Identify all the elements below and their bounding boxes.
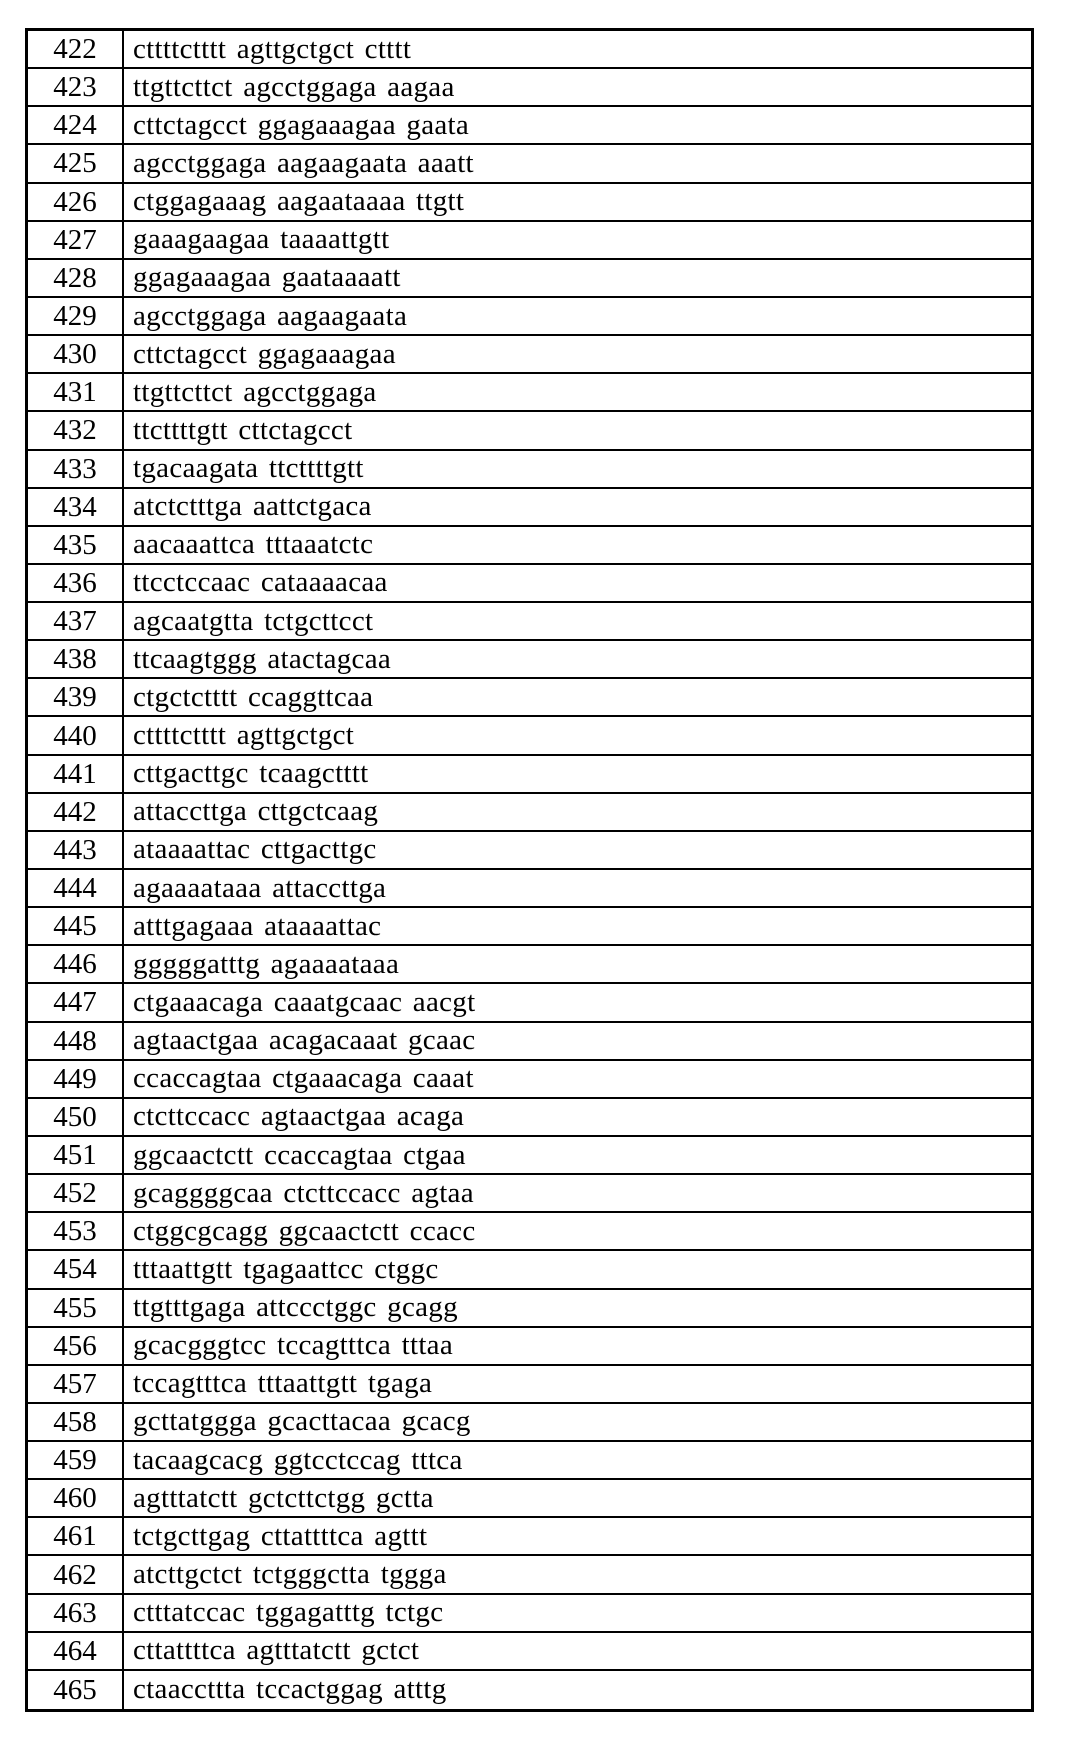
table-row xyxy=(28,1518,1031,1556)
seq-id-cell: 441 xyxy=(28,756,124,792)
table-row xyxy=(28,1595,1031,1633)
seq-id-cell: 445 xyxy=(28,908,124,944)
sequence-cell: cttttctttt agttgctgct xyxy=(133,719,355,752)
sequence-cell: ccaccagtaa ctgaaacaga caaat xyxy=(133,1062,474,1095)
seq-id-cell: 430 xyxy=(28,336,124,372)
sequence-cell: ctggcgcagg ggcaactctt ccacc xyxy=(133,1214,476,1247)
seq-id-cell: 452 xyxy=(28,1175,124,1211)
seq-id-cell: 425 xyxy=(28,145,124,181)
seq-id-cell: 439 xyxy=(28,679,124,715)
sequence-cell: gcacgggtcc tccagtttca tttaa xyxy=(133,1329,454,1362)
seq-id-cell: 432 xyxy=(28,412,124,448)
table-row xyxy=(28,908,1031,946)
sequence-cell: cttctagcct ggagaaagaa xyxy=(133,337,396,370)
sequence-cell: ctgaaacaga caaatgcaac aacgt xyxy=(133,985,476,1018)
sequence-cell: ctaaccttta tccactggag atttg xyxy=(133,1673,447,1706)
table-row xyxy=(28,222,1031,260)
sequence-cell: ggcaactctt ccaccagtaa ctgaa xyxy=(133,1138,466,1171)
sequence-cell: gcaggggcaa ctcttccacc agtaa xyxy=(133,1176,474,1209)
sequence-cell: aacaaattca tttaaatctc xyxy=(133,528,374,561)
seq-id-cell: 454 xyxy=(28,1251,124,1287)
table-row xyxy=(28,832,1031,870)
seq-id-cell: 447 xyxy=(28,984,124,1020)
seq-id-cell: 462 xyxy=(28,1556,124,1592)
seq-id-cell: 465 xyxy=(28,1671,124,1709)
table-row xyxy=(28,679,1031,717)
sequence-cell: atctctttga aattctgaca xyxy=(133,490,372,523)
table-row xyxy=(28,1175,1031,1213)
table-row xyxy=(28,1290,1031,1328)
seq-id-cell: 453 xyxy=(28,1213,124,1249)
seq-id-cell: 459 xyxy=(28,1442,124,1478)
sequence-cell: ttcctccaac cataaaacaa xyxy=(133,566,388,599)
sequence-cell: agtttatctt gctcttctgg gctta xyxy=(133,1481,434,1514)
sequence-cell: gggggatttg agaaaataaa xyxy=(133,947,400,980)
table-row xyxy=(28,1137,1031,1175)
sequence-cell: tccagtttca tttaattgtt tgaga xyxy=(133,1367,433,1400)
seq-id-cell: 440 xyxy=(28,717,124,753)
sequence-cell: ttcaagtggg atactagcaa xyxy=(133,642,392,675)
sequence-cell: tgacaagata ttcttttgtt xyxy=(133,452,364,485)
table-row xyxy=(28,145,1031,183)
sequence-cell: ttgttcttct agcctggaga aagaa xyxy=(133,70,455,103)
seq-id-cell: 423 xyxy=(28,69,124,105)
table-row xyxy=(28,1404,1031,1442)
sequence-cell: tacaagcacg ggtcctccag tttca xyxy=(133,1443,463,1476)
table-row xyxy=(28,984,1031,1022)
seq-id-cell: 434 xyxy=(28,489,124,525)
seq-id-cell: 426 xyxy=(28,184,124,220)
sequence-cell: ataaaattac cttgacttgc xyxy=(133,833,377,866)
table-row xyxy=(28,1480,1031,1518)
table-row xyxy=(28,107,1031,145)
seq-id-cell: 442 xyxy=(28,794,124,830)
sequence-cell: agcctggaga aagaagaata aaatt xyxy=(133,146,474,179)
table-row xyxy=(28,374,1031,412)
table-row xyxy=(28,717,1031,755)
table-row xyxy=(28,1251,1031,1289)
sequence-cell: tttaattgtt tgagaattcc ctggc xyxy=(133,1252,439,1285)
sequence-cell: gcttatggga gcacttacaa gcacg xyxy=(133,1405,471,1438)
seq-id-cell: 424 xyxy=(28,107,124,143)
sequence-cell: attaccttga cttgctcaag xyxy=(133,795,379,828)
seq-id-cell: 429 xyxy=(28,298,124,334)
sequence-cell: ttgttcttct agcctggaga xyxy=(133,375,377,408)
table-row xyxy=(28,565,1031,603)
seq-id-cell: 449 xyxy=(28,1061,124,1097)
table-row xyxy=(28,1556,1031,1594)
seq-id-cell: 427 xyxy=(28,222,124,258)
table-row xyxy=(28,489,1031,527)
sequence-cell: ttcttttgtt cttctagcct xyxy=(133,413,353,446)
sequence-cell: agaaaataaa attaccttga xyxy=(133,871,387,904)
table-row xyxy=(28,527,1031,565)
table-row xyxy=(28,1061,1031,1099)
table-row xyxy=(28,1633,1031,1671)
sequence-table xyxy=(25,28,1034,1712)
sequence-cell: ctcttccacc agtaactgaa acaga xyxy=(133,1100,465,1133)
sequence-cell: gaaagaagaa taaaattgtt xyxy=(133,223,390,256)
seq-id-cell: 438 xyxy=(28,641,124,677)
table-row xyxy=(28,31,1031,69)
table-row xyxy=(28,1099,1031,1137)
seq-id-cell: 437 xyxy=(28,603,124,639)
sequence-cell: cttttctttt agttgctgct ctttt xyxy=(133,32,412,65)
table-row xyxy=(28,794,1031,832)
table-row xyxy=(28,260,1031,298)
table-row xyxy=(28,412,1031,450)
seq-id-cell: 451 xyxy=(28,1137,124,1173)
table-row xyxy=(28,298,1031,336)
table-row xyxy=(28,603,1031,641)
table-row xyxy=(28,184,1031,222)
sequence-cell: agtaactgaa acagacaaat gcaac xyxy=(133,1024,476,1057)
sequence-cell: ctggagaaag aagaataaaa ttgtt xyxy=(133,185,465,218)
sequence-cell: ctgctctttt ccaggttcaa xyxy=(133,680,374,713)
sequence-cell: cttgacttgc tcaagctttt xyxy=(133,757,369,790)
table-row xyxy=(28,1366,1031,1404)
seq-id-cell: 446 xyxy=(28,946,124,982)
seq-id-cell: 422 xyxy=(28,31,124,67)
seq-id-cell: 456 xyxy=(28,1328,124,1364)
table-row xyxy=(28,69,1031,107)
table-row xyxy=(28,756,1031,794)
seq-id-cell: 433 xyxy=(28,451,124,487)
sequence-cell: atcttgctct tctgggctta tggga xyxy=(133,1558,447,1591)
seq-id-cell: 450 xyxy=(28,1099,124,1135)
table-row xyxy=(28,1442,1031,1480)
seq-id-cell: 458 xyxy=(28,1404,124,1440)
sequence-cell: atttgagaaa ataaaattac xyxy=(133,909,382,942)
seq-id-cell: 448 xyxy=(28,1023,124,1059)
sequence-cell: agcaatgtta tctgcttcct xyxy=(133,604,374,637)
table-row xyxy=(28,946,1031,984)
seq-id-cell: 435 xyxy=(28,527,124,563)
seq-id-cell: 463 xyxy=(28,1595,124,1631)
seq-id-cell: 457 xyxy=(28,1366,124,1402)
seq-id-cell: 461 xyxy=(28,1518,124,1554)
seq-id-cell: 460 xyxy=(28,1480,124,1516)
sequence-cell: ttgtttgaga attccctggc gcagg xyxy=(133,1291,458,1324)
table-row xyxy=(28,1213,1031,1251)
sequence-cell: ctttatccac tggagatttg tctgc xyxy=(133,1596,444,1629)
seq-id-cell: 444 xyxy=(28,870,124,906)
table-row xyxy=(28,1328,1031,1366)
table-row xyxy=(28,1023,1031,1061)
sequence-cell: cttattttca agtttatctt gctct xyxy=(133,1634,420,1667)
seq-id-cell: 443 xyxy=(28,832,124,868)
sequence-cell: cttctagcct ggagaaagaa gaata xyxy=(133,108,470,141)
table-row xyxy=(28,870,1031,908)
seq-id-cell: 464 xyxy=(28,1633,124,1669)
seq-id-cell: 436 xyxy=(28,565,124,601)
sequence-cell: agcctggaga aagaagaata xyxy=(133,299,408,332)
table-row xyxy=(28,1671,1031,1709)
sequence-cell: ggagaaagaa gaataaaatt xyxy=(133,261,401,294)
table-row xyxy=(28,641,1031,679)
seq-id-cell: 455 xyxy=(28,1290,124,1326)
sequence-cell: tctgcttgag cttattttca agttt xyxy=(133,1519,428,1552)
table-row xyxy=(28,451,1031,489)
seq-id-cell: 428 xyxy=(28,260,124,296)
table-row xyxy=(28,336,1031,374)
seq-id-cell: 431 xyxy=(28,374,124,410)
